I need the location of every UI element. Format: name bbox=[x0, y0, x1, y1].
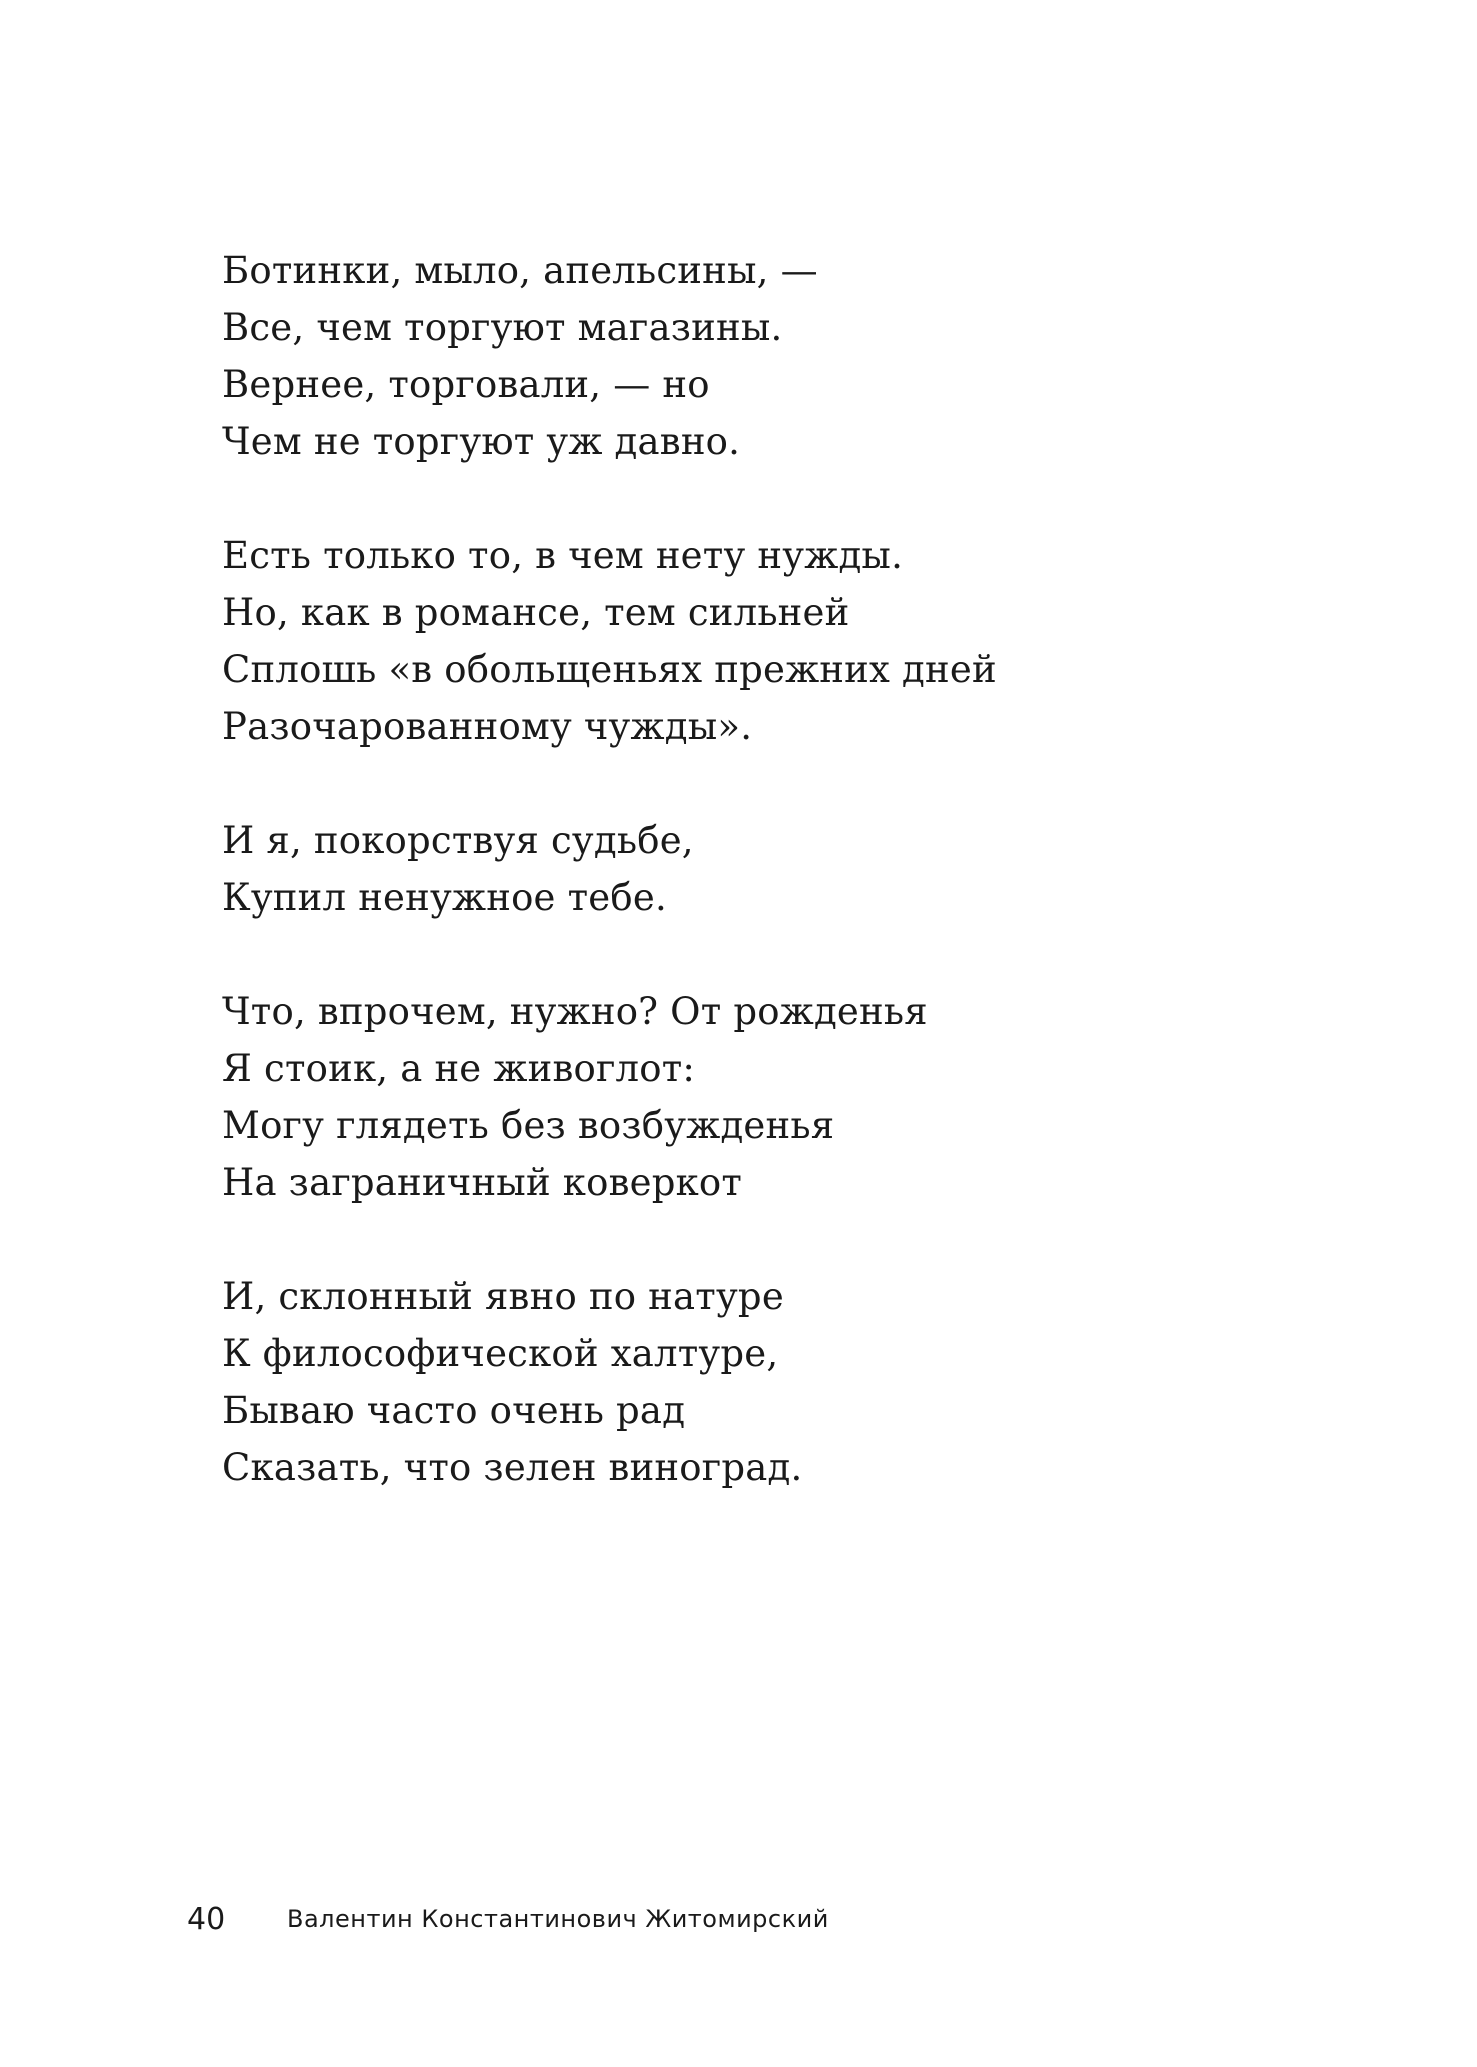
poem-line: Но, как в романсе, тем сильней bbox=[222, 591, 850, 634]
poem-line: Все, чем торгуют магазины. bbox=[222, 306, 783, 349]
poem-line: Что, впрочем, нужно? От рожденья bbox=[222, 990, 928, 1033]
poem-line: Я стоик, а не живоглот: bbox=[222, 1047, 696, 1090]
poem-line: К философической халтуре, bbox=[222, 1332, 779, 1375]
poem-line: И, склонный явно по натуре bbox=[222, 1275, 784, 1318]
poem-line: Ботинки, мыло, апельсины, — bbox=[222, 249, 818, 292]
poem-line: Купил ненужное тебе. bbox=[222, 876, 667, 919]
stanza-1 bbox=[222, 242, 997, 470]
stanza-3 bbox=[222, 812, 997, 926]
poem-line: Есть только то, в чем нету нужды. bbox=[222, 534, 904, 577]
poem-line: На заграничный коверкот bbox=[222, 1161, 743, 1204]
page-footer bbox=[187, 1902, 829, 1937]
poem-line: Бываю часто очень рад bbox=[222, 1389, 686, 1432]
poem-line: Вернее, торговали, — но bbox=[222, 363, 710, 406]
stanza-2 bbox=[222, 527, 997, 755]
stanza-5 bbox=[222, 1268, 997, 1496]
poem-line: Сказать, что зелен виноград. bbox=[222, 1446, 803, 1489]
poem-line: Разочарованному чужды». bbox=[222, 705, 753, 748]
poem-line: Сплошь «в обольщеньях прежних дней bbox=[222, 648, 997, 691]
stanza-4 bbox=[222, 983, 997, 1211]
poem-line: Могу глядеть без возбужденья bbox=[222, 1104, 835, 1147]
running-head-author: Валентин Константинович Житомирский bbox=[287, 1905, 829, 1933]
poem-line: Чем не торгуют уж давно. bbox=[222, 420, 741, 463]
poem-body bbox=[222, 242, 997, 1496]
poem-line: И я, покорствуя судьбе, bbox=[222, 819, 694, 862]
page-number: 40 bbox=[187, 1902, 226, 1937]
